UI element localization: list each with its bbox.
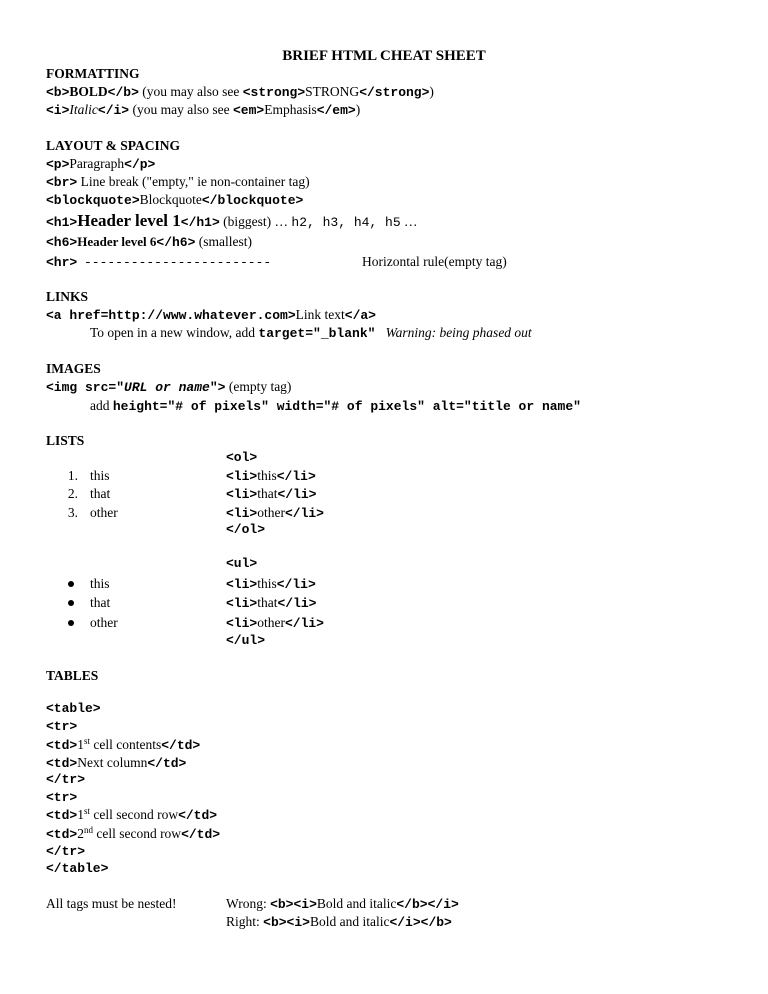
li-code-line — [226, 575, 316, 594]
note-text: ) — [355, 102, 361, 117]
bullet-icon — [68, 620, 74, 626]
cell-text: cell second row — [89, 807, 179, 822]
note-text: (you may also see — [138, 84, 243, 99]
italic-example: Italic — [69, 102, 98, 117]
code-tag: </li> — [284, 616, 324, 631]
note-text: ) — [429, 84, 434, 99]
img-attrs-line — [90, 397, 581, 416]
code-tag: </li> — [277, 596, 317, 611]
strong-example: STRONG — [305, 84, 360, 99]
li-text: other — [257, 615, 285, 630]
code-tag: "> — [209, 380, 226, 395]
code-tag: </b> — [420, 915, 452, 930]
code-tag: </p> — [124, 157, 156, 172]
ol-close-tag: </ol> — [226, 522, 266, 537]
code-tag: </li> — [276, 577, 316, 592]
code-tag: </td> — [161, 738, 201, 753]
note-text: To open in a new window, add — [90, 325, 259, 340]
page-title: BRIEF HTML CHEAT SHEET — [282, 48, 486, 64]
list-number: 1. — [67, 468, 78, 483]
code-tag: <img src=" — [46, 380, 125, 395]
code-tag: <li> — [226, 577, 258, 592]
nesting-right-line — [226, 913, 452, 932]
code-tag: </blockquote> — [201, 193, 304, 208]
li-text: this — [257, 576, 277, 591]
hr-line — [46, 253, 271, 272]
code-tag: </b> — [396, 897, 428, 912]
header1-line — [46, 212, 418, 232]
td-line — [46, 736, 200, 755]
new-window-line — [90, 324, 532, 343]
ol-item: this — [90, 468, 110, 483]
code-tag: </a> — [344, 308, 376, 323]
img-line — [46, 378, 291, 397]
code-tag: </b> — [107, 85, 139, 100]
code-tag: <li> — [226, 469, 258, 484]
warning-text: Warning: being phased out — [385, 325, 532, 340]
code-text: h2, h3, h4, h5 — [291, 215, 401, 230]
cell-text: cell contents — [89, 737, 162, 752]
code-tag: <i> — [286, 915, 310, 930]
code-tag: </td> — [178, 808, 218, 823]
bold-example: BOLD — [69, 84, 108, 99]
list-number: 3. — [67, 505, 78, 520]
code-tag: <h6> — [46, 235, 78, 250]
cell-text: cell second row — [92, 826, 182, 841]
ol-open-tag: <ol> — [226, 450, 258, 465]
header1-example: Header level 1 — [77, 211, 181, 230]
ul-item: this — [90, 576, 110, 591]
note-text: Line break ("empty," ie non-container tag) — [77, 174, 310, 189]
img-url-placeholder: URL or name — [124, 380, 210, 395]
header6-example: Header level 6 — [77, 234, 157, 249]
code-tag: </h1> — [180, 215, 220, 230]
code-tag: <strong> — [242, 85, 306, 100]
nesting-text: Bold and italic — [316, 896, 397, 911]
tr-close-tag: </tr> — [46, 844, 86, 859]
note-text: (biggest) … — [219, 214, 292, 229]
code-tag: <b> — [263, 915, 287, 930]
ul-close-tag: </ul> — [226, 633, 266, 648]
bold-line — [46, 83, 434, 102]
anchor-line — [46, 306, 376, 325]
code-tag: <b> — [270, 897, 294, 912]
code-tag: <hr> — [46, 255, 78, 270]
code-tag: </i> — [389, 915, 421, 930]
section-images: IMAGES — [46, 361, 101, 376]
li-text: this — [257, 468, 277, 483]
blockquote-example: Blockquote — [139, 192, 202, 207]
code-tag: <b> — [46, 85, 70, 100]
hr-description: Horizontal rule(empty tag) — [362, 254, 507, 269]
li-text: that — [257, 486, 278, 501]
code-tag: <a href=http://www.whatever.com> — [46, 308, 296, 323]
cell-num: 1 — [77, 737, 84, 752]
table-close-tag: </table> — [46, 861, 109, 876]
note-text: add — [90, 398, 113, 413]
header6-line — [46, 233, 252, 252]
li-text: other — [257, 505, 285, 520]
note-text: (smallest) — [195, 234, 253, 249]
code-tag: </li> — [277, 487, 317, 502]
tr-open-tag: <tr> — [46, 790, 78, 805]
ul-item: that — [90, 595, 111, 610]
section-lists: LISTS — [46, 433, 85, 448]
ul-item: other — [90, 615, 118, 630]
code-tag: <td> — [46, 756, 78, 771]
attrs-code: height="# of pixels" width="# of pixels" alt="title or name" — [112, 399, 581, 414]
code-tag: <td> — [46, 827, 78, 842]
code-tag: <h1> — [46, 215, 78, 230]
section-layout: LAYOUT & SPACING — [46, 138, 181, 153]
code-tag: </td> — [181, 827, 221, 842]
cell-ordinal: st — [83, 806, 90, 816]
cell-num: 2 — [77, 826, 84, 841]
li-code-line — [226, 485, 316, 504]
paragraph-example: Paragraph — [69, 156, 125, 171]
ul-open-tag: <ul> — [226, 556, 258, 571]
italic-line — [46, 101, 360, 120]
note-text: (you may also see — [129, 102, 233, 117]
section-formatting: FORMATTING — [46, 66, 140, 81]
code-tag: <i> — [293, 897, 317, 912]
code-tag: </li> — [284, 506, 324, 521]
line-break-line — [46, 173, 310, 192]
section-links: LINKS — [46, 289, 89, 304]
ol-item: that — [90, 486, 111, 501]
section-tables: TABLES — [46, 668, 99, 683]
cell-ordinal: nd — [83, 825, 93, 835]
code-tag: <br> — [46, 175, 78, 190]
paragraph-line — [46, 155, 155, 174]
code-tag: </strong> — [359, 85, 430, 100]
code-tag: </i> — [427, 897, 459, 912]
cell-text: Next column — [77, 755, 148, 770]
em-example: Emphasis — [264, 102, 317, 117]
cell-ordinal: st — [83, 736, 90, 746]
bullet-icon — [68, 600, 74, 606]
note-text: … — [400, 214, 418, 229]
code-tag: <p> — [46, 157, 70, 172]
code-tag: <li> — [226, 487, 258, 502]
code-tag: <i> — [46, 103, 70, 118]
wrong-label: Wrong: — [226, 896, 271, 911]
td-line — [46, 806, 217, 825]
nesting-wrong-line — [226, 895, 459, 914]
code-tag: <li> — [226, 616, 258, 631]
li-code-line — [226, 467, 316, 486]
list-number: 2. — [67, 486, 78, 501]
code-tag: </li> — [276, 469, 316, 484]
li-code-line — [226, 614, 324, 633]
link-text-example: Link text — [295, 307, 345, 322]
note-text: (empty tag) — [225, 379, 292, 394]
code-tag: <blockquote> — [46, 193, 140, 208]
right-label: Right: — [226, 914, 264, 929]
ol-item: other — [90, 505, 118, 520]
td-line — [46, 825, 220, 844]
code-tag: </em> — [316, 103, 356, 118]
cell-num: 1 — [77, 807, 84, 822]
code-tag: <li> — [226, 596, 258, 611]
nesting-note: All tags must be nested! — [46, 896, 177, 911]
code-tag: <td> — [46, 808, 78, 823]
hr-dashes: ------------------------ — [83, 255, 272, 270]
target-code: target="_blank" — [258, 326, 376, 341]
code-tag: </h6> — [156, 235, 196, 250]
blockquote-line — [46, 191, 303, 210]
code-tag: <td> — [46, 738, 78, 753]
tr-close-tag: </tr> — [46, 772, 86, 787]
tr-open-tag: <tr> — [46, 719, 78, 734]
code-tag: <li> — [226, 506, 258, 521]
code-tag: </i> — [97, 103, 130, 118]
li-code-line — [226, 594, 316, 613]
table-open-tag: <table> — [46, 701, 101, 716]
li-text: that — [257, 595, 278, 610]
nesting-text: Bold and italic — [309, 914, 390, 929]
bullet-icon — [68, 581, 74, 587]
code-tag: </td> — [147, 756, 187, 771]
code-tag: <em> — [232, 103, 265, 118]
